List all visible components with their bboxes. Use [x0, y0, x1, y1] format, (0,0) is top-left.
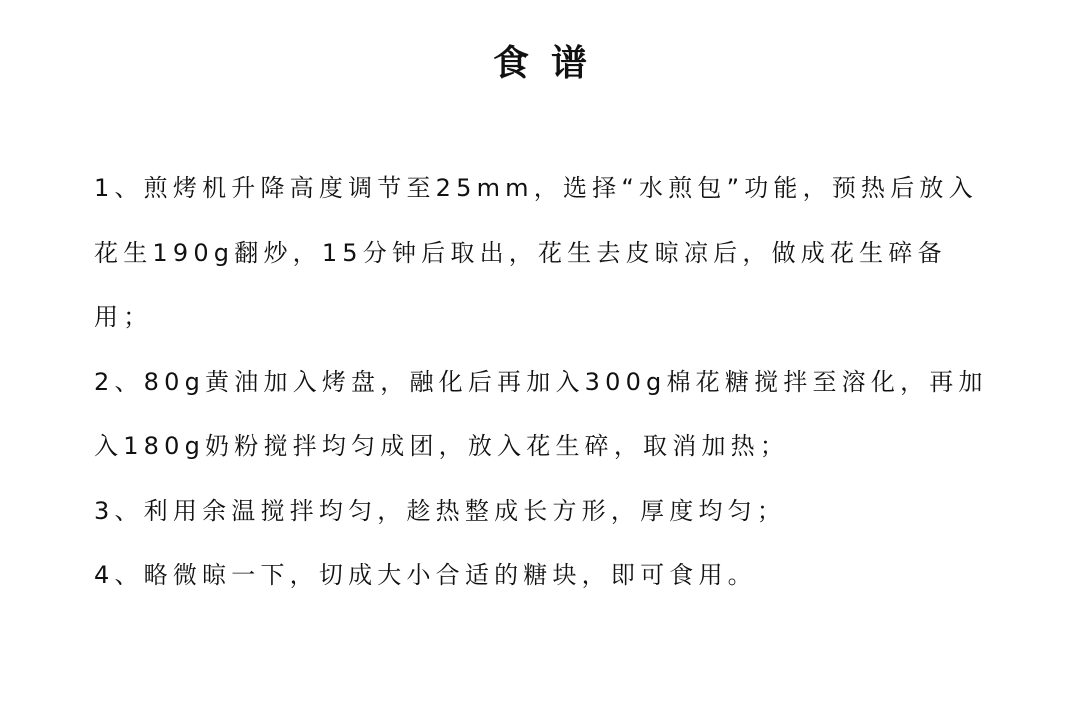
recipe-step-3: 3、利用余温搅拌均匀，趁热整成长方形，厚度均匀； [94, 496, 787, 525]
recipe-steps [94, 156, 1004, 608]
recipe-step-2: 2、80g黄油加入烤盘，融化后再加入300g棉花糖搅拌至溶化，再加入180g奶粉搅拌均匀成团，放入花生碎，取消加热； [94, 367, 988, 460]
page-title: 食谱 [492, 43, 609, 84]
recipe-step-4: 4、略微晾一下，切成大小合适的糖块，即可食用。 [94, 561, 757, 589]
recipe-step-1: 1、煎烤机升降高度调节至25mm，选择“水煎包”功能，预热后放入花生190g翻炒，15分钟后取出，花生去皮晾凉后，做成花生碎备用； [94, 174, 978, 331]
